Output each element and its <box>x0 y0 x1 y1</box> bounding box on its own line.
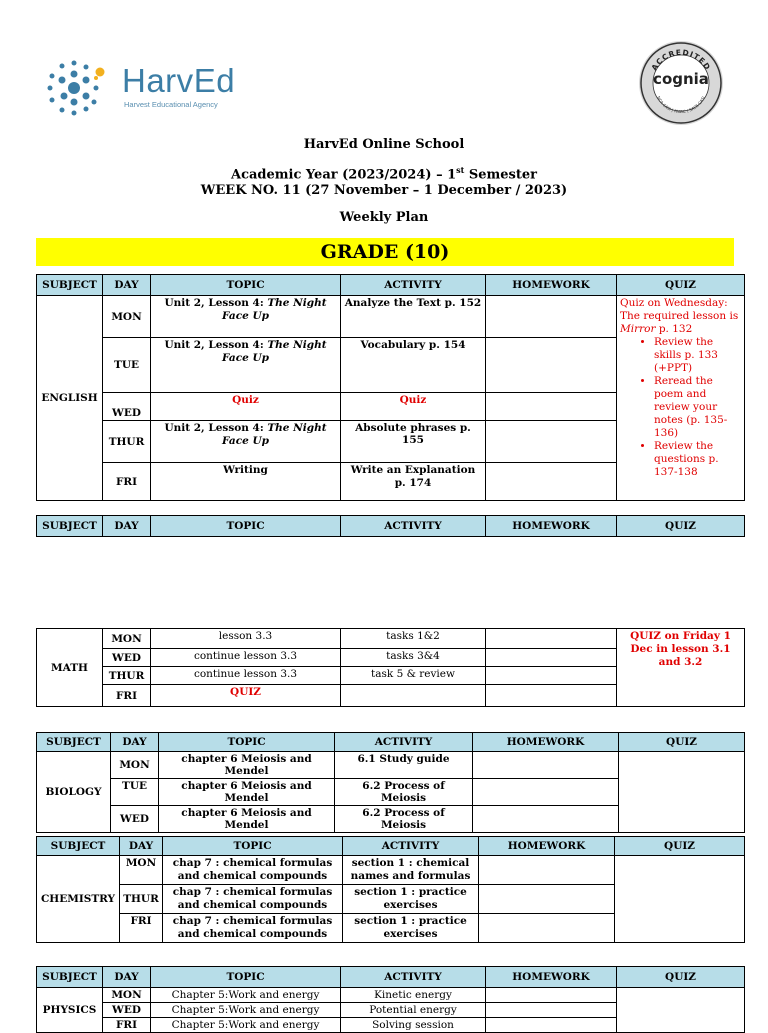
day-cell: THUR <box>120 885 163 914</box>
activity-cell: Write an Explanation p. 174 <box>341 463 486 501</box>
homework-cell <box>473 752 619 779</box>
subject-cell: PHYSICS <box>37 988 103 1033</box>
topic-cell: continue lesson 3.3 <box>151 667 341 685</box>
topic-cell: chapter 6 Meiosis and Mendel <box>159 752 335 779</box>
homework-cell <box>486 629 617 649</box>
subject-cell: CHEMISTRY <box>37 856 120 943</box>
subject-cell: BIOLOGY <box>37 752 111 833</box>
empty-header-table <box>36 515 745 537</box>
homework-cell <box>486 1003 617 1018</box>
logo-mark-icon <box>44 58 116 118</box>
homework-cell <box>479 885 615 914</box>
physics-table <box>36 966 745 1033</box>
homework-cell <box>486 649 617 667</box>
activity-cell: Solving session <box>341 1018 486 1033</box>
school-name: HarvEd Online School <box>303 137 465 152</box>
weekly-plan-title: Weekly Plan <box>339 210 429 225</box>
table-row <box>37 856 745 885</box>
col-day: DAY <box>103 516 151 537</box>
harved-logo <box>44 58 244 118</box>
homework-cell <box>486 296 617 338</box>
day-cell: MON <box>111 752 159 779</box>
col-activity: ACTIVITY <box>341 967 486 988</box>
col-activity: ACTIVITY <box>341 275 486 296</box>
list-item: • Review the skills p. 133 (+PPT) <box>654 336 741 375</box>
activity-cell: Vocabulary p. 154 <box>341 338 486 393</box>
topic-cell: Unit 2, Lesson 4: The Night Face Up <box>151 338 341 393</box>
subject-cell: ENGLISH <box>37 296 103 501</box>
subject-cell: MATH <box>37 629 103 707</box>
day-cell: MON <box>103 629 151 649</box>
activity-cell: tasks 1&2 <box>341 629 486 649</box>
list-item: • Reread the poem and review your notes (p. 135-136) <box>654 375 741 440</box>
col-day: DAY <box>111 733 159 752</box>
topic-cell: chapter 6 Meiosis and Mendel <box>159 806 335 833</box>
seal-word: cognia <box>653 70 709 88</box>
topic-cell: Quiz <box>151 393 341 421</box>
day-cell: WED <box>103 649 151 667</box>
topic-cell: Unit 2, Lesson 4: The Night Face Up <box>151 296 341 338</box>
homework-cell <box>486 393 617 421</box>
col-quiz: QUIZ <box>619 733 745 752</box>
day-cell: FRI <box>103 685 151 707</box>
col-day: DAY <box>103 275 151 296</box>
col-homework: HOMEWORK <box>486 516 617 537</box>
table-row <box>37 752 745 779</box>
table-header-row <box>37 967 745 988</box>
topic-cell: chapter 6 Meiosis and Mendel <box>159 779 335 806</box>
col-homework: HOMEWORK <box>486 275 617 296</box>
col-topic: TOPIC <box>159 733 335 752</box>
col-homework: HOMEWORK <box>486 967 617 988</box>
day-cell: TUE <box>111 779 159 806</box>
topic-cell: Chapter 5:Work and energy <box>151 988 341 1003</box>
col-subject: SUBJECT <box>37 733 111 752</box>
quiz-cell: Quiz on Wednesday: The required lesson is Mirror p. 132 • Review the skills p. 133 (+PPT) • Reread the poem and review your notes (p. 135-136) • Review the questions p. 137-138 <box>617 296 745 501</box>
col-activity: ACTIVITY <box>335 733 473 752</box>
activity-cell: Absolute phrases p. 155 <box>341 421 486 463</box>
table-header-row <box>37 837 745 856</box>
math-table <box>36 628 745 707</box>
col-day: DAY <box>103 967 151 988</box>
activity-cell: Quiz <box>341 393 486 421</box>
day-cell: MON <box>120 856 163 885</box>
topic-cell: chap 7 : chemical formulas and chemical compounds <box>163 885 343 914</box>
day-cell: WED <box>103 1003 151 1018</box>
col-subject: SUBJECT <box>37 275 103 296</box>
accreditation-seal <box>638 40 724 126</box>
col-subject: SUBJECT <box>37 516 103 537</box>
brand-name: HarvEd <box>122 62 236 99</box>
col-topic: TOPIC <box>163 837 343 856</box>
homework-cell <box>486 421 617 463</box>
table-row <box>37 988 745 1003</box>
day-cell: WED <box>103 393 151 421</box>
table-row <box>37 629 745 649</box>
activity-cell: Kinetic energy <box>341 988 486 1003</box>
activity-cell: section 1 : practice exercises <box>343 885 479 914</box>
day-cell: MON <box>103 988 151 1003</box>
table-header-row <box>37 516 745 537</box>
col-subject: SUBJECT <box>37 837 120 856</box>
table-header-row <box>37 275 745 296</box>
topic-cell: continue lesson 3.3 <box>151 649 341 667</box>
week-number: WEEK NO. 11 (27 November – 1 December / 2023) <box>200 183 568 198</box>
academic-year: Academic Year (2023/2024) – 1st Semester <box>230 165 537 183</box>
grade-banner: GRADE (10) <box>36 238 734 266</box>
homework-cell <box>479 856 615 885</box>
homework-cell <box>479 914 615 943</box>
activity-cell: section 1 : practice exercises <box>343 914 479 943</box>
col-quiz: QUIZ <box>617 516 745 537</box>
topic-cell: Chapter 5:Work and energy <box>151 1003 341 1018</box>
activity-cell: 6.1 Study guide <box>335 752 473 779</box>
topic-cell: chap 7 : chemical formulas and chemical compounds <box>163 914 343 943</box>
topic-cell: lesson 3.3 <box>151 629 341 649</box>
activity-cell: section 1 : chemical names and formulas <box>343 856 479 885</box>
col-subject: SUBJECT <box>37 967 103 988</box>
col-quiz: QUIZ <box>617 967 745 988</box>
col-activity: ACTIVITY <box>341 516 486 537</box>
homework-cell <box>486 463 617 501</box>
day-cell: FRI <box>103 1018 151 1033</box>
quiz-cell <box>617 988 745 1033</box>
activity-cell <box>341 685 486 707</box>
topic-cell: Unit 2, Lesson 4: The Night Face Up <box>151 421 341 463</box>
activity-cell: Analyze the Text p. 152 <box>341 296 486 338</box>
day-cell: WED <box>111 806 159 833</box>
col-activity: ACTIVITY <box>343 837 479 856</box>
homework-cell <box>486 988 617 1003</box>
activity-cell: 6.2 Process of Meiosis <box>335 806 473 833</box>
day-cell: TUE <box>103 338 151 393</box>
topic-cell: chap 7 : chemical formulas and chemical compounds <box>163 856 343 885</box>
topic-cell: Chapter 5:Work and energy <box>151 1018 341 1033</box>
day-cell: FRI <box>120 914 163 943</box>
topic-cell: Writing <box>151 463 341 501</box>
table-row <box>37 296 745 338</box>
homework-cell <box>473 806 619 833</box>
col-quiz: QUIZ <box>615 837 745 856</box>
quiz-cell: QUIZ on Friday 1 Dec in lesson 3.1 and 3.2 <box>617 629 745 707</box>
biology-table <box>36 732 745 833</box>
activity-cell: 6.2 Process of Meiosis <box>335 779 473 806</box>
day-cell: MON <box>103 296 151 338</box>
homework-cell <box>486 1018 617 1033</box>
col-day: DAY <box>120 837 163 856</box>
activity-cell: task 5 & review <box>341 667 486 685</box>
activity-cell: tasks 3&4 <box>341 649 486 667</box>
col-homework: HOMEWORK <box>479 837 615 856</box>
homework-cell <box>486 338 617 393</box>
list-item: • Review the questions p. 137-138 <box>654 440 741 479</box>
chemistry-table <box>36 836 745 943</box>
homework-cell <box>473 779 619 806</box>
brand-tagline: Harvest Educational Agency <box>124 100 218 109</box>
seal-ring-text: ACCREDITED <box>649 47 713 73</box>
homework-cell <box>486 685 617 707</box>
quiz-cell <box>619 752 745 833</box>
col-topic: TOPIC <box>151 967 341 988</box>
col-quiz: QUIZ <box>617 275 745 296</box>
col-topic: TOPIC <box>151 275 341 296</box>
quiz-cell <box>615 856 745 943</box>
col-topic: TOPIC <box>151 516 341 537</box>
homework-cell <box>486 667 617 685</box>
day-cell: FRI <box>103 463 151 501</box>
table-header-row <box>37 733 745 752</box>
english-table <box>36 274 745 501</box>
col-homework: HOMEWORK <box>473 733 619 752</box>
activity-cell: Potential energy <box>341 1003 486 1018</box>
day-cell: THUR <box>103 421 151 463</box>
seal-bottom-text: NCA CASI | NWAC | SACS CASI <box>656 95 706 115</box>
day-cell: THUR <box>103 667 151 685</box>
topic-cell: QUIZ <box>151 685 341 707</box>
